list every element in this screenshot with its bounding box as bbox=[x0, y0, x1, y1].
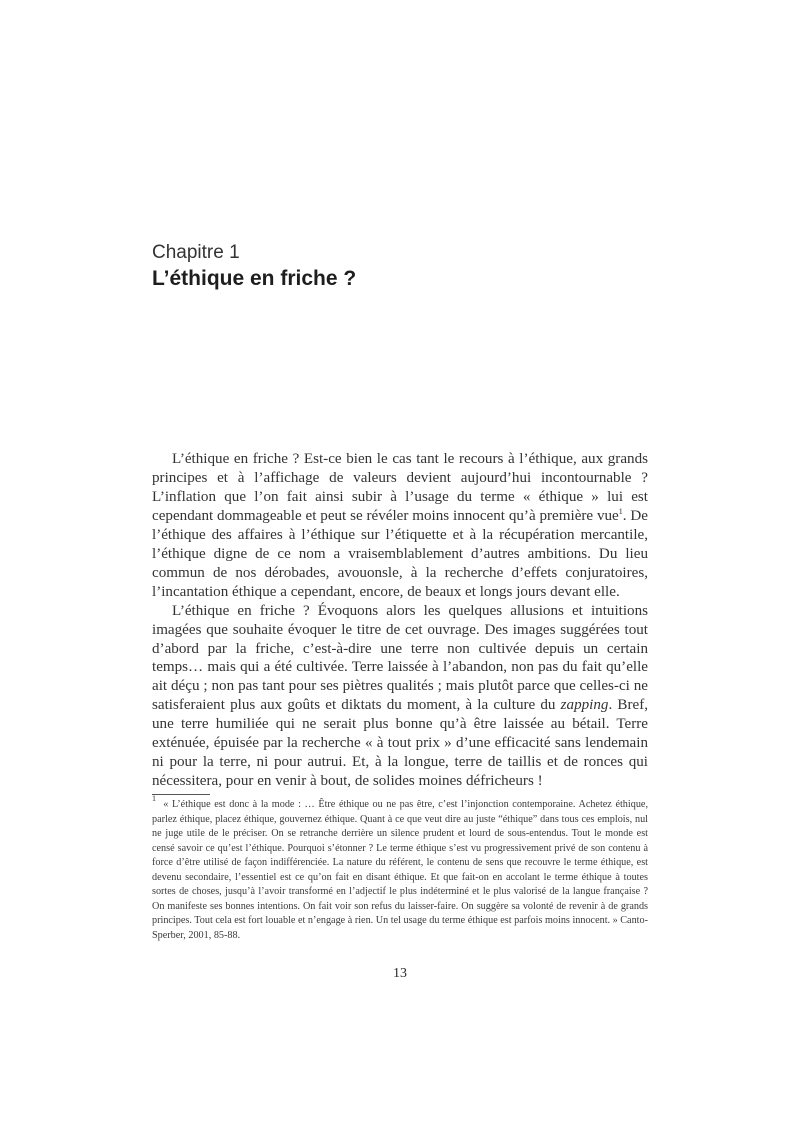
paragraph-1-text: L’éthique en friche ? Est-ce bien le cas tant le recours à l’éthique, aux grands principes et à l’affichage de valeurs devient aujourd’hui incontournable ? L’inflation que l’on fait ainsi subir à l’usage du terme « éthique » lui est cependant dommageable et peut se révéler moins innocent qu’à première vue bbox=[152, 451, 648, 524]
page-number: 13 bbox=[393, 966, 407, 981]
chapter-heading bbox=[152, 241, 652, 293]
footnote-reference: 1 bbox=[618, 506, 623, 516]
paragraph-2-italic-term: zapping bbox=[560, 697, 609, 714]
paragraph-2-text: L’éthique en friche ? Évoquons alors les quelques allusions et intuitions imagées que souhaite évoquer le titre de cet ouvrage. Des images suggérées tout d’abord par la friche, c’est-à-dire une terre non cultivée depuis un certain temps… mais qui a été cultivée. Terre laissée à l’abandon, non pas du fait qu’elle ait déçu ; non pas tant pour ses piètres qualités ; mais plutôt parce que celles-ci ne satisferaient plus aux goûts et diktats du moment, à la culture du bbox=[152, 602, 648, 714]
footnote-1 bbox=[152, 794, 648, 943]
paragraph-1 bbox=[152, 450, 648, 602]
chapter-title: L’éthique en friche ? bbox=[152, 267, 357, 290]
paragraph-2 bbox=[152, 602, 648, 792]
chapter-label: Chapitre 1 bbox=[152, 242, 240, 263]
footnote bbox=[152, 794, 648, 943]
paragraph-1-text-continued: . De l’éthique des affaires à l’éthique sur l’étiquette et à la récupération mercantile, l’éthique digne de ce nom a vraisemblablement d’autres ambitions. Du lieu commun de nos dérobades, avouonsle, à la recherche d’effets conjuratoires, l’incantation éthique a cependant, encore, de beaux et longs jours devant elle. bbox=[152, 507, 648, 600]
footnote-separator bbox=[152, 794, 210, 795]
body-text bbox=[152, 450, 648, 791]
footnote-text: « L’éthique est donc à la mode : … Être éthique ou ne pas être, c’est l’injonction contemporaine. Achetez éthique, parlez éthique, placez éthique, gouvernez éthique. Quant à ce que veut dire au juste “éthique” dans tous ces emplois, nul ne juge utile de le préciser. On se retranche derrière un silence prudent et lourd de sous-entendus. Tout le monde est censé savoir ce qu’est l’éthique. Pourquoi s’étonner ? Le terme éthique s’est vu progressivement privé de son contenu à force d’être utilisé de façon indifférenciée. La nature du référent, le contenu de sens que recouvre le terme éthique, est devenu secondaire, l’essentiel est ce qu’on fait en disant éthique. Et que fait-on en accolant le terme éthique à toutes sortes de choses, jusqu’à l’avoir transformé en l’adjectif le plus indéterminé et le plus valorisé de la langue française ? On manifeste ses bonnes intentions. On fait voir son refus du laisser-faire. On suggère sa volonté de revenir à de grands principes. Tout cela est fort louable et n’engage à rien. Un tel usage du terme éthique est parfois moins innocent. » Canto-Sperber, 2001, 85-88. bbox=[152, 799, 648, 941]
paragraph-2-text-continued: . Bref, une terre humiliée qui ne serait plus bonne qu’à être laissée au bétail. Terre exténuée, épuisée par la recherche « à tout prix » d’une efficacité sans lendemain ni pour la terre, ni pour autrui. Et, à la longue, terre de taillis et de ronces qui nécessitera, pour en venir à bout, de solides moines défricheurs ! bbox=[152, 697, 649, 790]
footnote-marker: 1 bbox=[152, 794, 156, 803]
